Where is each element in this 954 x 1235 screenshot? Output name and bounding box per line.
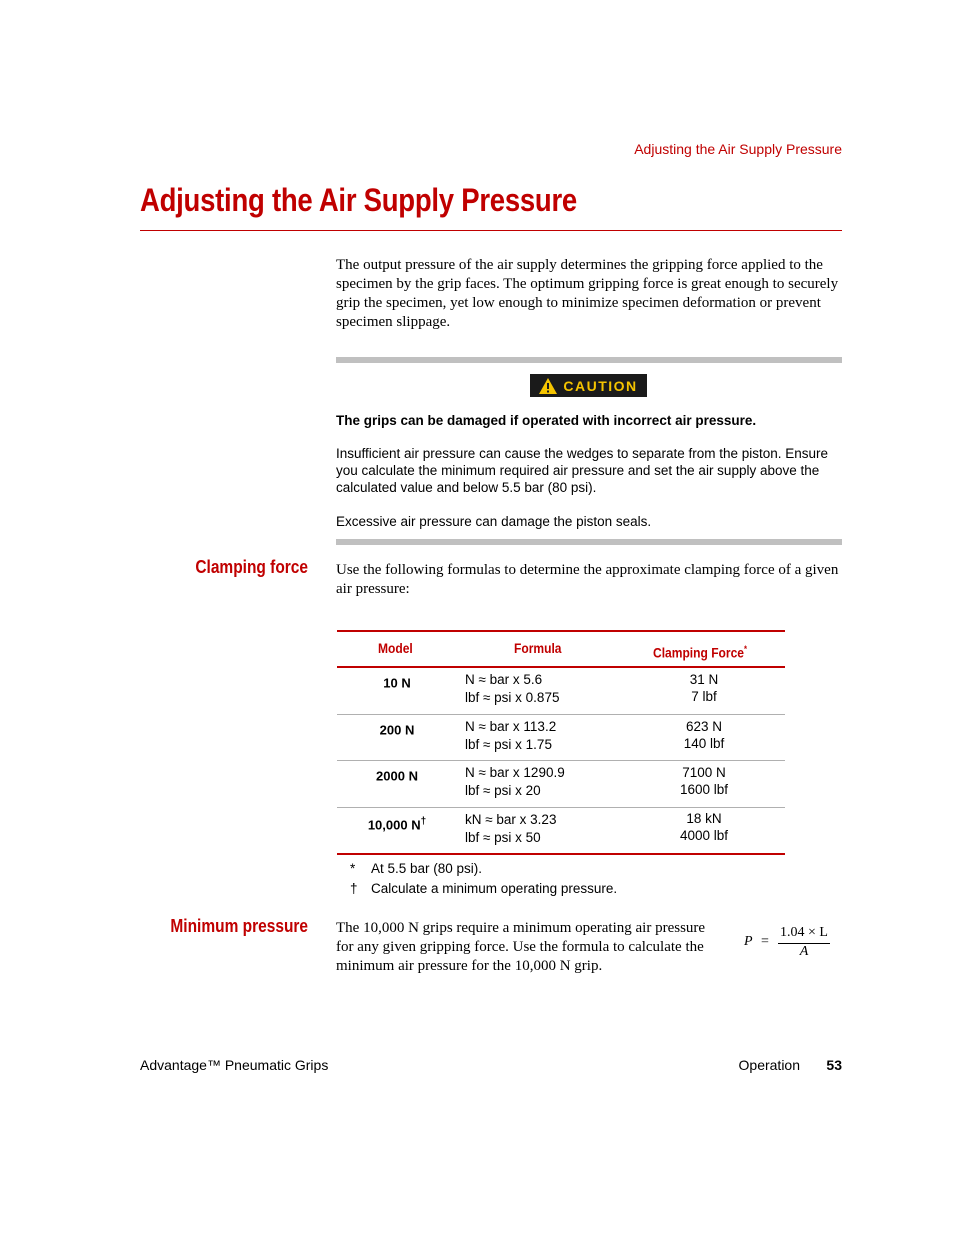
footnote-text: At 5.5 bar (80 psi). bbox=[371, 861, 483, 876]
header-footnote-mark: * bbox=[743, 644, 748, 654]
header-formula: Formula bbox=[514, 640, 562, 656]
row-separator bbox=[337, 714, 785, 715]
caution-paragraph-1: Insufficient air pressure can cause the wedges to separate from the piston. Ensure you calculate the minimum required air pressure and set the air supply above the calculated value and below 5.5 bar (80 psi). bbox=[336, 446, 829, 495]
footer-book-title: Advantage™ Pneumatic Grips bbox=[140, 1057, 329, 1073]
intro-paragraph: The output pressure of the air supply determines the gripping force applied to the specimen by the grip faces. The optimum gripping force is great enough to securely grip the specimen, yet low enough to minimize specimen deformation or prevent specimen slippage. bbox=[336, 257, 839, 330]
clamping-force-text: Use the following formulas to determine the approximate clamping force of a given air pressure: bbox=[336, 562, 839, 597]
model-cell: 2000 N bbox=[376, 768, 418, 784]
row-separator bbox=[337, 807, 785, 808]
model-cell: 10 N bbox=[383, 675, 411, 691]
table-top-rule bbox=[337, 630, 785, 632]
page-number: 53 bbox=[826, 1057, 842, 1073]
formula-equals: = bbox=[761, 934, 769, 949]
model-cell: 10,000 N† bbox=[367, 816, 427, 833]
footnote-mark: † bbox=[350, 881, 358, 896]
page-title: Adjusting the Air Supply Pressure bbox=[140, 182, 577, 218]
caution-label: CAUTION bbox=[563, 377, 638, 394]
formula-cell: N ≈ bar x 113.2 lbf ≈ psi x 1.75 bbox=[465, 719, 557, 752]
minimum-pressure-heading: Minimum pressure bbox=[170, 916, 308, 936]
clamping-force-heading: Clamping force bbox=[195, 557, 308, 577]
row-separator bbox=[337, 760, 785, 761]
formula-cell: N ≈ bar x 1290.9 lbf ≈ psi x 20 bbox=[465, 765, 565, 798]
caution-bottom-bar bbox=[336, 539, 842, 545]
force-cell: 31 N 7 lbf bbox=[689, 672, 719, 704]
header-model: Model bbox=[378, 640, 413, 656]
caution-top-bar bbox=[336, 357, 842, 363]
table-bottom-rule bbox=[337, 853, 785, 855]
running-head: Adjusting the Air Supply Pressure bbox=[634, 141, 842, 157]
formula-numerator: 1.04 × L bbox=[780, 925, 828, 940]
formula-lhs: P bbox=[744, 934, 753, 949]
caution-warning-line: The grips can be damaged if operated with incorrect air pressure. bbox=[336, 413, 757, 428]
title-rule bbox=[140, 230, 842, 231]
force-cell: 623 N 140 lbf bbox=[683, 719, 725, 751]
formula-cell: kN ≈ bar x 3.23 lbf ≈ psi x 50 bbox=[465, 812, 557, 845]
header-clamping-force-label: Clamping Force bbox=[653, 644, 744, 661]
footer-section: Operation bbox=[738, 1057, 800, 1073]
pressure-formula bbox=[740, 922, 840, 962]
warning-icon bbox=[539, 378, 557, 394]
caution-badge bbox=[530, 374, 647, 397]
force-cell: 18 kN 4000 lbf bbox=[679, 811, 729, 843]
footnote-mark: * bbox=[350, 861, 356, 876]
formula-cell: N ≈ bar x 5.6 lbf ≈ psi x 0.875 bbox=[465, 672, 560, 705]
minimum-pressure-text: The 10,000 N grips require a minimum operating air pressure for any given gripping force. Use the formula to calculate the minimum air pressure for the 10,000 N grip. bbox=[336, 920, 706, 974]
force-cell: 7100 N 1600 lbf bbox=[679, 765, 729, 797]
formula-denominator: A bbox=[799, 944, 809, 959]
footnote-text: Calculate a minimum operating pressure. bbox=[371, 881, 618, 896]
caution-paragraph-2: Excessive air pressure can damage the piston seals. bbox=[336, 514, 652, 529]
header-clamping-force bbox=[653, 644, 747, 661]
model-cell: 200 N bbox=[379, 722, 415, 738]
table-header-rule bbox=[337, 666, 785, 668]
